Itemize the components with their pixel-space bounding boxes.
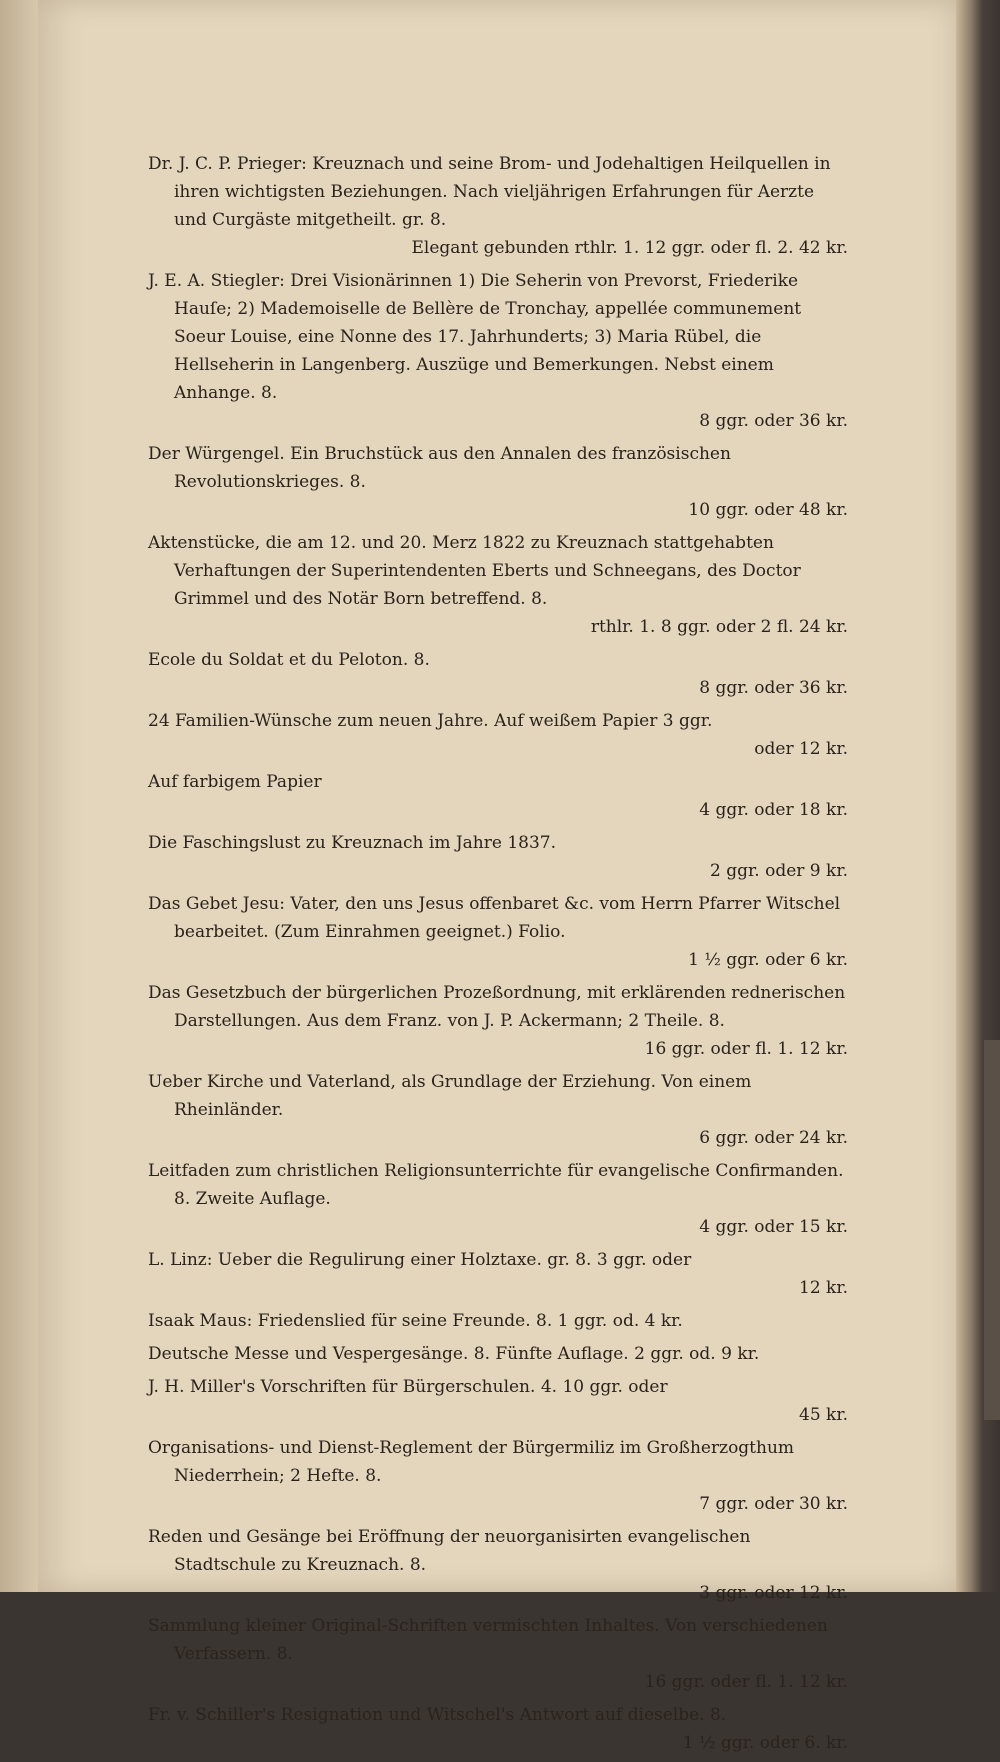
catalog-entry xyxy=(148,829,848,885)
catalog-list xyxy=(148,150,848,1762)
entry-text: J. E. A. Stiegler: Drei Visionärinnen 1) Die Seherin von Prevorst, Friederike Hauſe; 2) Mademoiselle de Bellère de Tronchay, appellée communement Soeur Louise, eine Nonne des 17. Jahrhunderts; 3) Maria Rübel, die Hellseherin in Langenberg. Auszüge und Bemerkungen. Nebst einem Anhange. 8. xyxy=(148,271,802,403)
entry-text: Isaak Maus: Friedenslied für seine Freunde. 8. 1 ggr. od. 4 kr. xyxy=(148,1311,683,1331)
entry-text: Organisations- und Dienst-Reglement der Bürgermiliz im Großherzogthum Niederrhein; 2 Hefte. 8. xyxy=(148,1438,795,1486)
entry-text: Aktenstücke, die am 12. und 20. Merz 1822 zu Kreuznach stattgehabten Verhaftungen der Superintendenten Eberts und Schneegans, des Doctor Grimmel und des Notär Born betreffend. 8. xyxy=(148,533,801,609)
entry-text: Auf farbigem Papier xyxy=(148,772,322,792)
entry-price: Elegant gebunden rthlr. 1. 12 ggr. oder fl. 2. 42 kr. xyxy=(411,238,848,258)
entry-text: Ueber Kirche und Vaterland, als Grundlage der Erziehung. Von einem Rheinländer. xyxy=(148,1072,752,1120)
entry-price: oder 12 kr. xyxy=(754,739,848,759)
entry-text: 24 Familien-Wünsche zum neuen Jahre. Auf weißem Papier 3 ggr. xyxy=(148,711,713,731)
entry-text: Reden und Gesänge bei Eröffnung der neuorganisirten evangelischen Stadtschule zu Kreuznach. 8. xyxy=(148,1527,751,1575)
entry-price: 6 ggr. oder 24 kr. xyxy=(699,1128,848,1148)
entry-text: Fr. v. Schiller's Resignation und Witschel's Antwort auf dieselbe. 8. xyxy=(148,1705,727,1725)
catalog-entry xyxy=(148,267,848,435)
entry-price: 2 ggr. oder 9 kr. xyxy=(710,861,848,881)
entry-price: 10 ggr. oder 48 kr. xyxy=(688,500,848,520)
entry-text: Die Faschingslust zu Kreuznach im Jahre 1837. xyxy=(148,833,557,853)
entry-price: 4 ggr. oder 18 kr. xyxy=(699,800,848,820)
entry-text: L. Linz: Ueber die Regulirung einer Holztaxe. gr. 8. 3 ggr. oder xyxy=(148,1250,692,1270)
entry-price: 16 ggr. oder fl. 1. 12 kr. xyxy=(644,1672,848,1692)
catalog-entry xyxy=(148,1701,848,1757)
entry-price: 12 kr. xyxy=(799,1278,848,1298)
entry-price: 8 ggr. oder 36 kr. xyxy=(699,678,848,698)
entry-price: rthlr. 1. 8 ggr. oder 2 fl. 24 kr. xyxy=(590,617,848,637)
entry-text: Leitfaden zum christlichen Religionsunterrichte für evangelische Confirmanden. 8. Zweite Auflage. xyxy=(148,1161,844,1209)
entry-price: 1 ½ ggr. oder 6. kr. xyxy=(682,1733,848,1753)
catalog-entry xyxy=(148,1068,848,1152)
catalog-entry xyxy=(148,1612,848,1696)
catalog-entry xyxy=(148,529,848,641)
cover-strip xyxy=(984,1040,1000,1420)
entry-text: J. H. Miller's Vorschriften für Bürgerschulen. 4. 10 ggr. oder xyxy=(148,1377,668,1397)
entry-price: 16 ggr. oder fl. 1. 12 kr. xyxy=(644,1039,848,1059)
entry-price: 8 ggr. oder 36 kr. xyxy=(699,411,848,431)
page-gutter xyxy=(0,0,40,1592)
catalog-entry xyxy=(148,1307,848,1335)
catalog-entry xyxy=(148,440,848,524)
catalog-entry xyxy=(148,1373,848,1429)
entry-text: Ecole du Soldat et du Peloton. 8. xyxy=(148,650,430,670)
entry-price: 7 ggr. oder 30 kr. xyxy=(699,1494,848,1514)
entry-price: 4 ggr. oder 15 kr. xyxy=(699,1217,848,1237)
entry-text: Deutsche Messe und Vespergesänge. 8. Fünfte Auflage. 2 ggr. od. 9 kr. xyxy=(148,1344,760,1364)
catalog-entry xyxy=(148,1523,848,1607)
catalog-entry xyxy=(148,1340,848,1368)
entry-text: Das Gesetzbuch der bürgerlichen Prozeßordnung, mit erklärenden rednerischen Darstellungen. Aus dem Franz. von J. P. Ackermann; 2 Theile. 8. xyxy=(148,983,846,1031)
entry-text: Der Würgengel. Ein Bruchstück aus den Annalen des französischen Revolutionskrieges. 8. xyxy=(148,444,731,492)
entry-text: Dr. J. C. P. Prieger: Kreuznach und seine Brom- und Jodehaltigen Heilquellen in ihren wichtigsten Beziehungen. Nach vieljährigen Erfahrungen für Aerzte und Curgäste mitgetheilt. gr. 8. xyxy=(148,154,831,230)
catalog-entry xyxy=(148,1434,848,1518)
catalog-entry xyxy=(148,1157,848,1241)
catalog-entry xyxy=(148,707,848,763)
catalog-entry xyxy=(148,150,848,262)
catalog-entry xyxy=(148,979,848,1063)
catalog-entry xyxy=(148,768,848,824)
entry-price: 3 ggr. oder 12 kr. xyxy=(699,1583,848,1603)
entry-text: Das Gebet Jesu: Vater, den uns Jesus offenbaret &c. vom Herrn Pfarrer Witschel bearbeitet. (Zum Einrahmen geeignet.) Folio. xyxy=(148,894,841,942)
entry-price: 45 kr. xyxy=(799,1405,848,1425)
entry-price: 1 ½ ggr. oder 6 kr. xyxy=(688,950,848,970)
catalog-entry xyxy=(148,890,848,974)
catalog-entry xyxy=(148,1246,848,1302)
entry-text: Sammlung kleiner Original-Schriften vermischten Inhaltes. Von verschiedenen Verfassern. 8. xyxy=(148,1616,828,1664)
catalog-entry xyxy=(148,646,848,702)
